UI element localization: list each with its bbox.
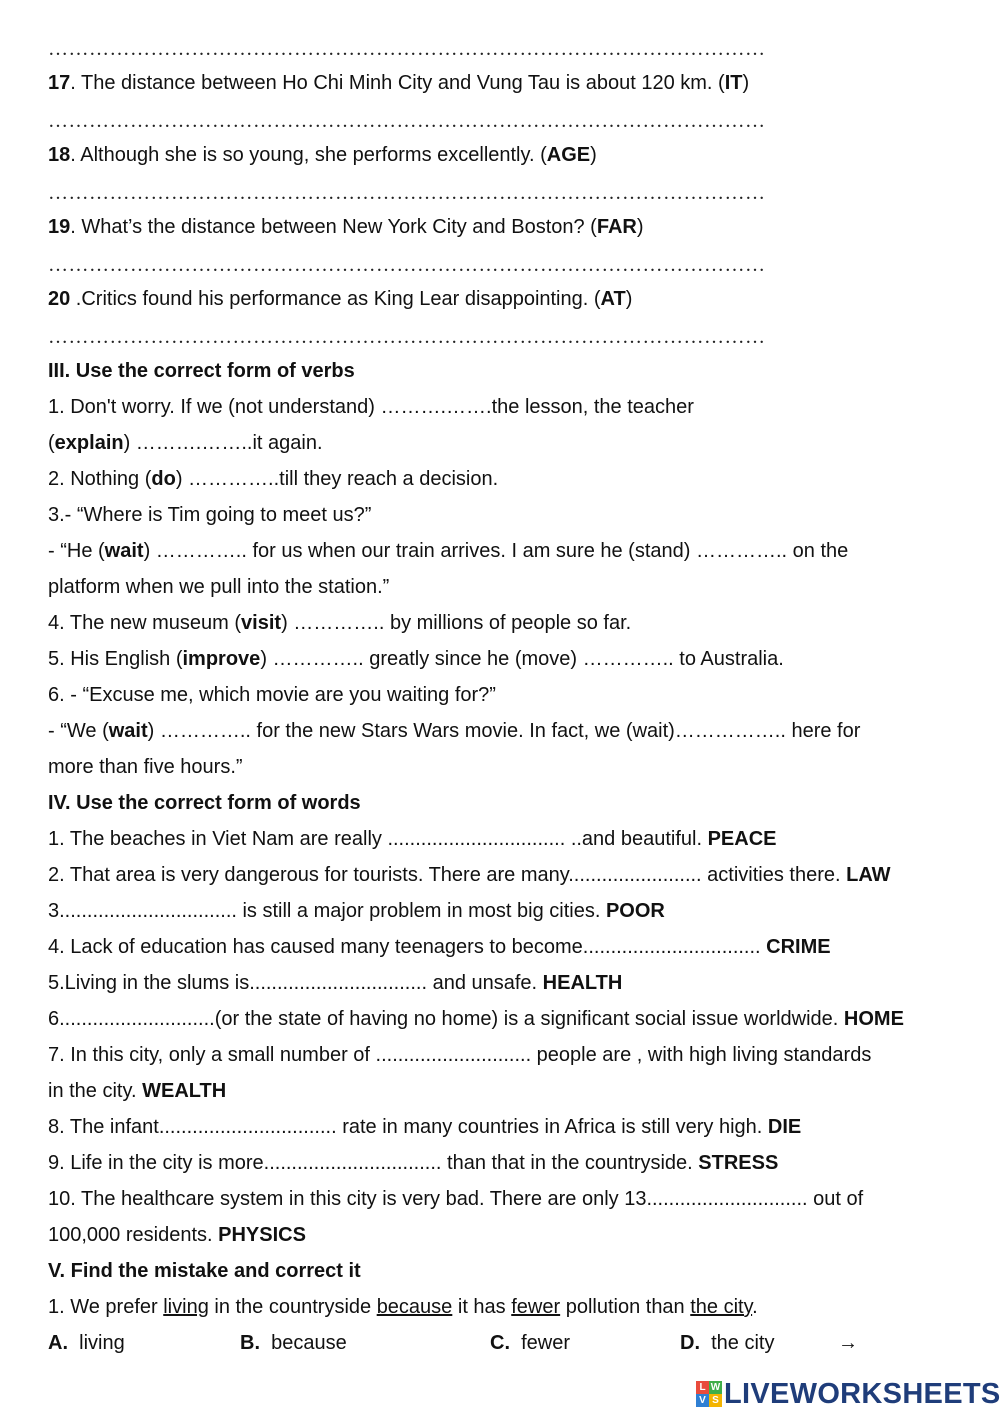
word-item-2[interactable]: 2. That area is very dangerous for tourists. There are many........................ activities there. LAW xyxy=(48,864,891,886)
word-item-10-line-1[interactable]: 10. The healthcare system in this city is very bad. There are only 13............................. out of xyxy=(48,1188,864,1210)
answer-line-19[interactable]: …………………………………………………………………………………………… xyxy=(48,254,766,276)
question-17: 17. The distance between Ho Chi Minh City and Vung Tau is about 120 km. (IT) xyxy=(48,72,750,94)
liveworksheets-mark-icon: L W V S xyxy=(696,1381,722,1407)
option-a[interactable]: A. living xyxy=(48,1332,125,1354)
verb-item-3-answer[interactable]: - “He (wait) ………….. for us when our train arrives. I am sure he (stand) ………….. on the xyxy=(48,540,849,562)
arrow-icon: → xyxy=(838,1332,858,1354)
verb-item-6-continued: more than five hours.” xyxy=(48,756,243,778)
section-3-title: III. Use the correct form of verbs xyxy=(48,360,355,382)
verb-item-2[interactable]: 2. Nothing (do) …………..till they reach a decision. xyxy=(48,468,499,490)
mistake-item-1: 1. We prefer living in the countryside because it has fewer pollution than the city. xyxy=(48,1296,758,1318)
liveworksheets-logo xyxy=(696,1378,1000,1410)
option-d[interactable]: D. the city xyxy=(680,1332,775,1354)
section-5-title: V. Find the mistake and correct it xyxy=(48,1260,361,1282)
mistake-options xyxy=(48,1330,948,1356)
answer-line-17[interactable]: …………………………………………………………………………………………… xyxy=(48,110,766,132)
word-item-6[interactable]: 6............................(or the state of having no home) is a significant social issue worldwide. HOME xyxy=(48,1008,904,1030)
question-18: 18. Although she is so young, she performs excellently. (AGE) xyxy=(48,144,597,166)
option-c[interactable]: C. fewer xyxy=(490,1332,571,1354)
word-item-8[interactable]: 8. The infant................................ rate in many countries in Africa is still very high. DIE xyxy=(48,1116,802,1138)
option-b[interactable]: B. because xyxy=(240,1332,347,1354)
word-item-7-line-1[interactable]: 7. In this city, only a small number of ............................ people are , with high living standards xyxy=(48,1044,872,1066)
word-item-1[interactable]: 1. The beaches in Viet Nam are really ................................ ..and beautiful. PEACE xyxy=(48,828,777,850)
word-item-5[interactable]: 5.Living in the slums is................................ and unsafe. HEALTH xyxy=(48,972,623,994)
word-item-7-line-2: in the city. WEALTH xyxy=(48,1080,227,1102)
word-item-10-line-2: 100,000 residents. PHYSICS xyxy=(48,1224,306,1246)
verb-item-6-question: 6. - “Excuse me, which movie are you waiting for?” xyxy=(48,684,496,706)
verb-item-3-continued: platform when we pull into the station.” xyxy=(48,576,390,598)
question-20: 20 .Critics found his performance as King Lear disappointing. (AT) xyxy=(48,288,633,310)
answer-line-16[interactable]: …………………………………………………………………………………………… xyxy=(48,38,766,60)
question-19: 19. What’s the distance between New York City and Boston? (FAR) xyxy=(48,216,644,238)
liveworksheets-wordmark: LIVEWORKSHEETS xyxy=(724,1377,1000,1410)
word-item-3[interactable]: 3................................ is still a major problem in most big cities. POOR xyxy=(48,900,665,922)
verb-item-1-line-1[interactable]: 1. Don't worry. If we (not understand) ……….…….the lesson, the teacher xyxy=(48,396,694,418)
word-item-4[interactable]: 4. Lack of education has caused many teenagers to become................................ CRIME xyxy=(48,936,831,958)
verb-item-3-question: 3.- “Where is Tim going to meet us?” xyxy=(48,504,372,526)
verb-item-4[interactable]: 4. The new museum (visit) ………….. by millions of people so far. xyxy=(48,612,632,634)
answer-line-18[interactable]: …………………………………………………………………………………………… xyxy=(48,182,766,204)
verb-item-1-line-2[interactable]: (explain) ……….……..it again. xyxy=(48,432,323,454)
section-4-title: IV. Use the correct form of words xyxy=(48,792,361,814)
word-item-9[interactable]: 9. Life in the city is more................................ than that in the countryside. STRESS xyxy=(48,1152,779,1174)
verb-item-6-answer[interactable]: - “We (wait) ………….. for the new Stars Wars movie. In fact, we (wait)…………….. here for xyxy=(48,720,861,742)
verb-item-5[interactable]: 5. His English (improve) ………….. greatly since he (move) ………….. to Australia. xyxy=(48,648,784,670)
answer-line-20[interactable]: …………………………………………………………………………………………… xyxy=(48,326,766,348)
